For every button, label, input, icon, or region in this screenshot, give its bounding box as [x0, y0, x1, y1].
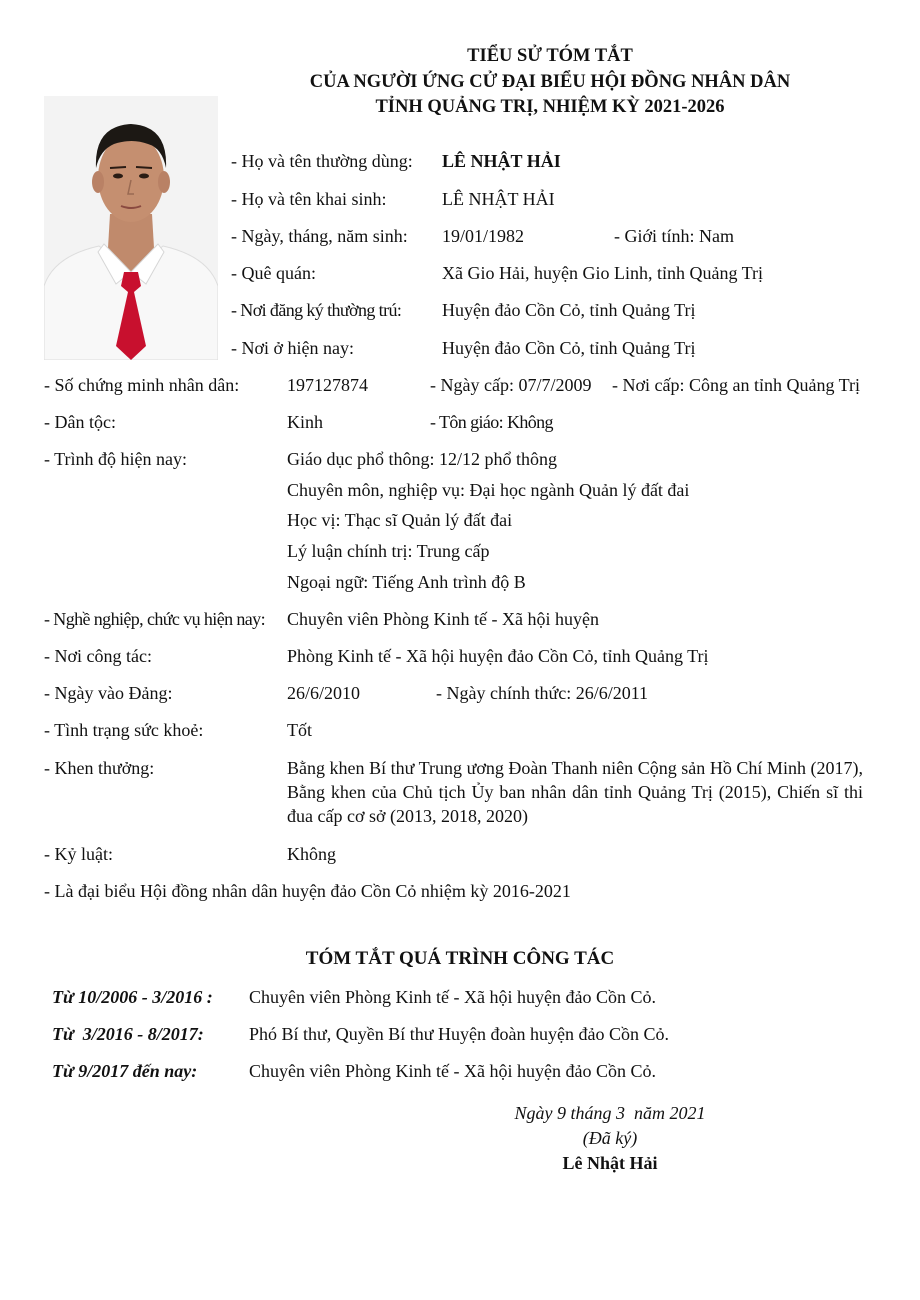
- job-label: - Nghề nghiệp, chức vụ hiện nay:: [44, 609, 265, 629]
- id-value: 197127874: [287, 375, 368, 395]
- id-issue-place: - Nơi cấp: Công an tỉnh Quảng Trị: [612, 375, 861, 395]
- hometown-value: Xã Gio Hải, huyện Gio Linh, tỉnh Quảng Trị: [442, 263, 763, 283]
- common-name-value: LÊ NHẬT HẢI: [442, 151, 561, 171]
- residence-label: - Nơi đăng ký thường trú:: [231, 300, 402, 320]
- id-label: - Số chứng minh nhân dân:: [44, 375, 240, 395]
- signature-status: (Đã ký): [582, 1128, 638, 1148]
- career-role-2: Phó Bí thư, Quyền Bí thư Huyện đoàn huyện đảo Cồn Cỏ.: [249, 1024, 669, 1044]
- religion-value: - Tôn giáo: Không: [430, 412, 553, 432]
- id-issue-date: - Ngày cấp: 07/7/2009: [430, 375, 592, 395]
- education-label: - Trình độ hiện nay:: [44, 449, 188, 469]
- workplace-value: Phòng Kinh tế - Xã hội huyện đảo Cồn Cỏ, tỉnh Quảng Trị: [287, 646, 709, 666]
- doc-title-line1: TIỂU SỬ TÓM TẮT: [467, 46, 633, 66]
- career-period-3: Từ 9/2017 đến nay:: [52, 1061, 198, 1081]
- party-join-label: - Ngày vào Đảng:: [44, 683, 173, 703]
- delegate-note: - Là đại biểu Hội đồng nhân dân huyện đảo Cồn Cỏ nhiệm kỳ 2016-2021: [44, 881, 571, 901]
- career-period-1: Từ 10/2006 - 3/2016 :: [52, 987, 213, 1007]
- health-label: - Tình trạng sức khoẻ:: [44, 720, 204, 740]
- discipline-value: Không: [287, 844, 336, 864]
- doc-title-line2: CỦA NGƯỜI ỨNG CỬ ĐẠI BIỂU HỘI ĐỒNG NHÂN DÂN: [309, 72, 791, 92]
- portrait-photo: [44, 96, 218, 360]
- education-major: Chuyên môn, nghiệp vụ: Đại học ngành Quản lý đất đai: [287, 480, 690, 500]
- education-language: Ngoại ngữ: Tiếng Anh trình độ B: [287, 572, 526, 592]
- job-value: Chuyên viên Phòng Kinh tế - Xã hội huyện: [287, 609, 599, 629]
- awards-label: - Khen thưởng:: [44, 758, 155, 778]
- career-role-1: Chuyên viên Phòng Kinh tế - Xã hội huyện đảo Cồn Cỏ.: [249, 987, 656, 1007]
- ethnic-label: - Dân tộc:: [44, 412, 116, 432]
- gender-value: - Giới tính: Nam: [614, 226, 735, 246]
- current-address-value: Huyện đảo Cồn Cỏ, tỉnh Quảng Trị: [442, 338, 696, 358]
- career-title: TÓM TẮT QUÁ TRÌNH CÔNG TÁC: [305, 948, 615, 969]
- party-official-date: - Ngày chính thức: 26/6/2011: [436, 683, 649, 703]
- hometown-label: - Quê quán:: [231, 263, 316, 283]
- education-degree: Học vị: Thạc sĩ Quản lý đất đai: [287, 510, 513, 530]
- awards-value: Bằng khen Bí thư Trung ương Đoàn Thanh niên Cộng sản Hồ Chí Minh (2017), Bằng khen của Chủ tịch Ủy ban nhân dân tỉnh Quảng Trị (2015), Chiến sĩ thi đua cấp cơ sở (2013, 2018, 2020): [287, 758, 863, 826]
- career-role-3: Chuyên viên Phòng Kinh tế - Xã hội huyện đảo Cồn Cỏ.: [249, 1061, 656, 1081]
- education-politics: Lý luận chính trị: Trung cấp: [287, 541, 490, 561]
- signature-date: Ngày 9 tháng 3 năm 2021: [514, 1103, 706, 1123]
- health-value: Tốt: [287, 720, 312, 740]
- ethnic-value: Kinh: [287, 412, 323, 432]
- current-address-label: - Nơi ở hiện nay:: [231, 338, 355, 358]
- common-name-label: - Họ và tên thường dùng:: [231, 151, 413, 171]
- residence-value: Huyện đảo Cồn Cỏ, tỉnh Quảng Trị: [442, 300, 696, 320]
- dob-label: - Ngày, tháng, năm sinh:: [231, 226, 408, 246]
- birth-name-value: LÊ NHẬT HẢI: [442, 189, 555, 209]
- dob-value: 19/01/1982: [442, 226, 525, 246]
- workplace-label: - Nơi công tác:: [44, 646, 152, 666]
- career-period-2: Từ 3/2016 - 8/2017:: [52, 1024, 204, 1044]
- birth-name-label: - Họ và tên khai sinh:: [231, 189, 387, 209]
- discipline-label: - Kỷ luật:: [44, 844, 113, 864]
- party-join-date: 26/6/2010: [287, 683, 361, 703]
- education-general: Giáo dục phổ thông: 12/12 phổ thông: [287, 449, 557, 469]
- signature-name: Lê Nhật Hải: [562, 1153, 658, 1173]
- doc-title-line3: TỈNH QUẢNG TRỊ, NHIỆM KỲ 2021-2026: [375, 97, 725, 117]
